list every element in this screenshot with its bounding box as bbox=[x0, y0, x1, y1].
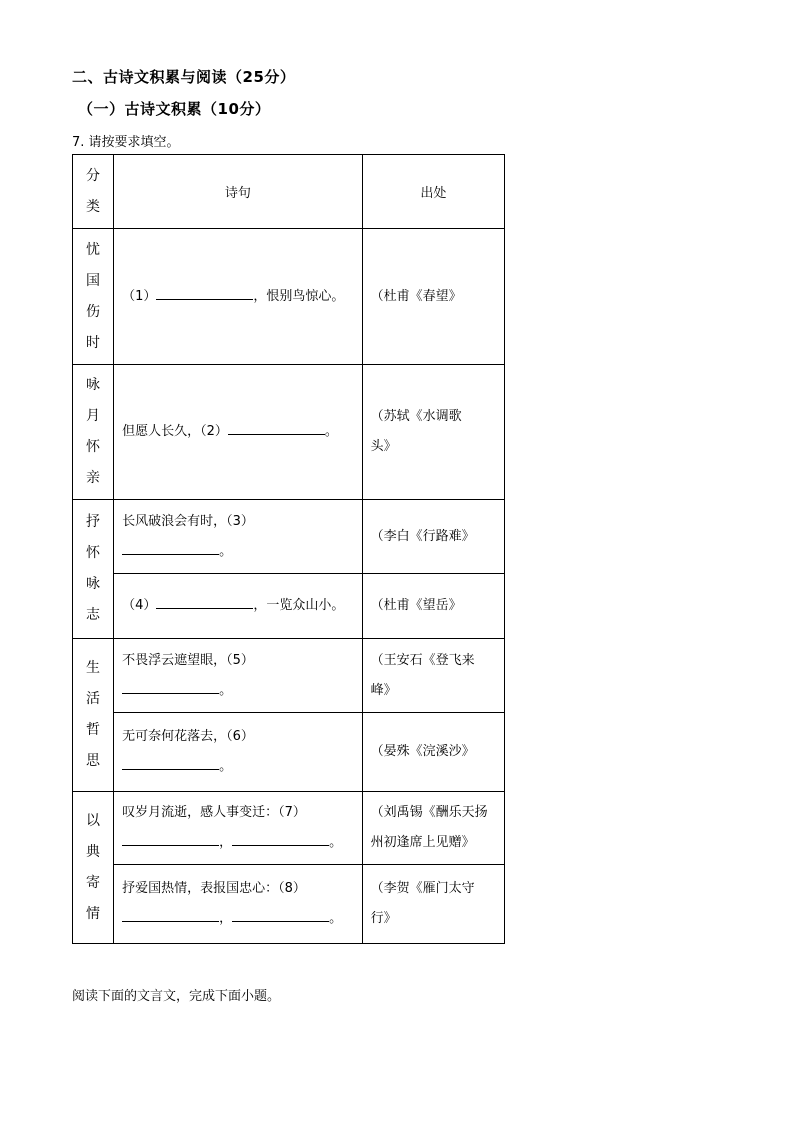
verse-line bbox=[122, 798, 362, 828]
table-row bbox=[73, 500, 505, 574]
category-cell bbox=[73, 792, 114, 944]
section-heading: 二、古诗文积累与阅读（25分） bbox=[72, 68, 296, 86]
category-char: 怀 bbox=[86, 545, 101, 561]
verse-text-before: 抒爱国热情，表报国忠心：（8） bbox=[122, 881, 306, 896]
verse-line bbox=[122, 752, 362, 782]
sub-heading: （一）古诗文积累（10分） bbox=[78, 100, 271, 118]
verse-line bbox=[122, 646, 362, 676]
answer-blank[interactable] bbox=[156, 594, 253, 609]
category-char: 月 bbox=[86, 408, 101, 424]
verse-line bbox=[122, 417, 362, 447]
verse-cell bbox=[114, 639, 363, 713]
category-cell bbox=[73, 365, 114, 500]
verse-cell bbox=[114, 365, 363, 500]
verse-line bbox=[122, 537, 362, 567]
poem-table-body bbox=[73, 155, 505, 944]
verse-line bbox=[122, 507, 362, 537]
header-category-char: 类 bbox=[86, 198, 101, 215]
header-source-cell: 出处 bbox=[362, 155, 504, 229]
table-row bbox=[73, 365, 505, 500]
category-char: 咏 bbox=[86, 576, 101, 592]
blank-separator: ， bbox=[219, 911, 233, 926]
table-row bbox=[73, 574, 505, 639]
table-row bbox=[73, 792, 505, 865]
verse-text-before: （1） bbox=[122, 288, 157, 304]
category-char: 抒 bbox=[86, 514, 101, 530]
category-char: 以 bbox=[86, 812, 101, 829]
category-char: 典 bbox=[86, 843, 101, 860]
verse-cell bbox=[114, 865, 363, 944]
category-char: 情 bbox=[86, 905, 101, 922]
category-char: 寄 bbox=[86, 874, 101, 891]
verse-line bbox=[122, 722, 362, 752]
verse-cell bbox=[114, 500, 363, 574]
answer-blank[interactable] bbox=[122, 831, 219, 846]
verse-text-after: 。 bbox=[219, 543, 233, 559]
source-line: （苏轼《水调歌 bbox=[370, 409, 462, 424]
verse-text-before: 但愿人长久，（2） bbox=[122, 424, 228, 439]
table-row bbox=[73, 229, 505, 365]
source-line: （杜甫《春望》 bbox=[370, 288, 462, 304]
answer-blank[interactable] bbox=[122, 540, 219, 555]
table-row bbox=[73, 865, 505, 944]
answer-blank[interactable] bbox=[156, 285, 253, 300]
verse-text-after: 。 bbox=[219, 682, 233, 698]
table-row bbox=[73, 713, 505, 792]
verse-text-after: 。 bbox=[324, 424, 338, 439]
answer-blank[interactable] bbox=[122, 907, 219, 922]
answer-blank[interactable] bbox=[232, 907, 329, 922]
source-cell bbox=[362, 500, 504, 574]
answer-blank[interactable] bbox=[122, 755, 219, 770]
verse-text-before: 无可奈何花落去，（6） bbox=[122, 729, 254, 744]
verse-cell bbox=[114, 229, 363, 365]
question-prompt: 7. 请按要求填空。 bbox=[72, 135, 180, 150]
source-cell bbox=[362, 865, 504, 944]
verse-text-after: 。 bbox=[219, 759, 233, 774]
category-char: 思 bbox=[86, 753, 101, 769]
verse-text-before: （4） bbox=[122, 598, 157, 613]
verse-cell bbox=[114, 713, 363, 792]
category-char: 哲 bbox=[86, 722, 101, 738]
reading-prompt: 阅读下面的文言文，完成下面小题。 bbox=[72, 989, 281, 1004]
table-header-row bbox=[73, 155, 505, 229]
source-cell bbox=[362, 792, 504, 865]
category-char: 活 bbox=[86, 691, 101, 707]
source-line: （王安石《登飞来 bbox=[370, 652, 475, 668]
source-line: （刘禹锡《酬乐天扬 bbox=[370, 805, 488, 820]
source-line: 峰》 bbox=[370, 682, 397, 698]
category-char: 国 bbox=[86, 272, 101, 289]
verse-line bbox=[122, 676, 362, 706]
verse-cell bbox=[114, 574, 363, 639]
poem-table bbox=[72, 154, 505, 944]
category-cell bbox=[73, 229, 114, 365]
category-char: 亲 bbox=[86, 470, 101, 486]
verse-line bbox=[122, 282, 362, 312]
verse-text-after: 。 bbox=[329, 835, 343, 850]
answer-blank[interactable] bbox=[122, 679, 219, 694]
verse-text-before: 长风破浪会有时，（3） bbox=[122, 513, 254, 529]
source-line: 头》 bbox=[370, 439, 397, 454]
verse-line bbox=[122, 874, 362, 904]
source-cell bbox=[362, 639, 504, 713]
verse-line bbox=[122, 904, 362, 934]
verse-text-after: ，一览众山小。 bbox=[253, 598, 345, 613]
blank-separator: ， bbox=[219, 835, 233, 850]
verse-text-after: 。 bbox=[329, 911, 343, 926]
source-line: （李贺《雁门太守 bbox=[370, 881, 475, 896]
verse-line bbox=[122, 591, 362, 621]
category-char: 咏 bbox=[86, 377, 101, 393]
source-cell bbox=[362, 365, 504, 500]
category-cell bbox=[73, 500, 114, 639]
source-line: （李白《行路难》 bbox=[370, 528, 475, 544]
category-char: 怀 bbox=[86, 439, 101, 455]
header-category-char: 分 bbox=[86, 167, 101, 184]
answer-blank[interactable] bbox=[232, 831, 329, 846]
source-cell bbox=[362, 574, 504, 639]
header-category-cell bbox=[73, 155, 114, 229]
source-line: 州初逢席上见赠》 bbox=[370, 835, 475, 850]
category-char: 生 bbox=[86, 660, 101, 676]
answer-blank[interactable] bbox=[228, 420, 325, 435]
source-line: （晏殊《浣溪沙》 bbox=[370, 744, 475, 759]
category-char: 时 bbox=[86, 334, 101, 351]
category-cell bbox=[73, 639, 114, 792]
source-cell bbox=[362, 229, 504, 365]
source-line: （杜甫《望岳》 bbox=[370, 598, 462, 613]
header-verse-cell: 诗句 bbox=[114, 155, 363, 229]
table-row bbox=[73, 639, 505, 713]
category-char: 伤 bbox=[86, 303, 101, 320]
source-line: 行》 bbox=[370, 911, 397, 926]
source-cell bbox=[362, 713, 504, 792]
verse-line bbox=[122, 828, 362, 858]
verse-cell bbox=[114, 792, 363, 865]
category-char: 志 bbox=[86, 607, 101, 623]
verse-text-before: 不畏浮云遮望眼，（5） bbox=[122, 652, 254, 668]
verse-text-before: 叹岁月流逝，感人事变迁：（7） bbox=[122, 805, 306, 820]
verse-text-after: ，恨别鸟惊心。 bbox=[253, 288, 345, 304]
category-char: 忧 bbox=[86, 241, 101, 258]
